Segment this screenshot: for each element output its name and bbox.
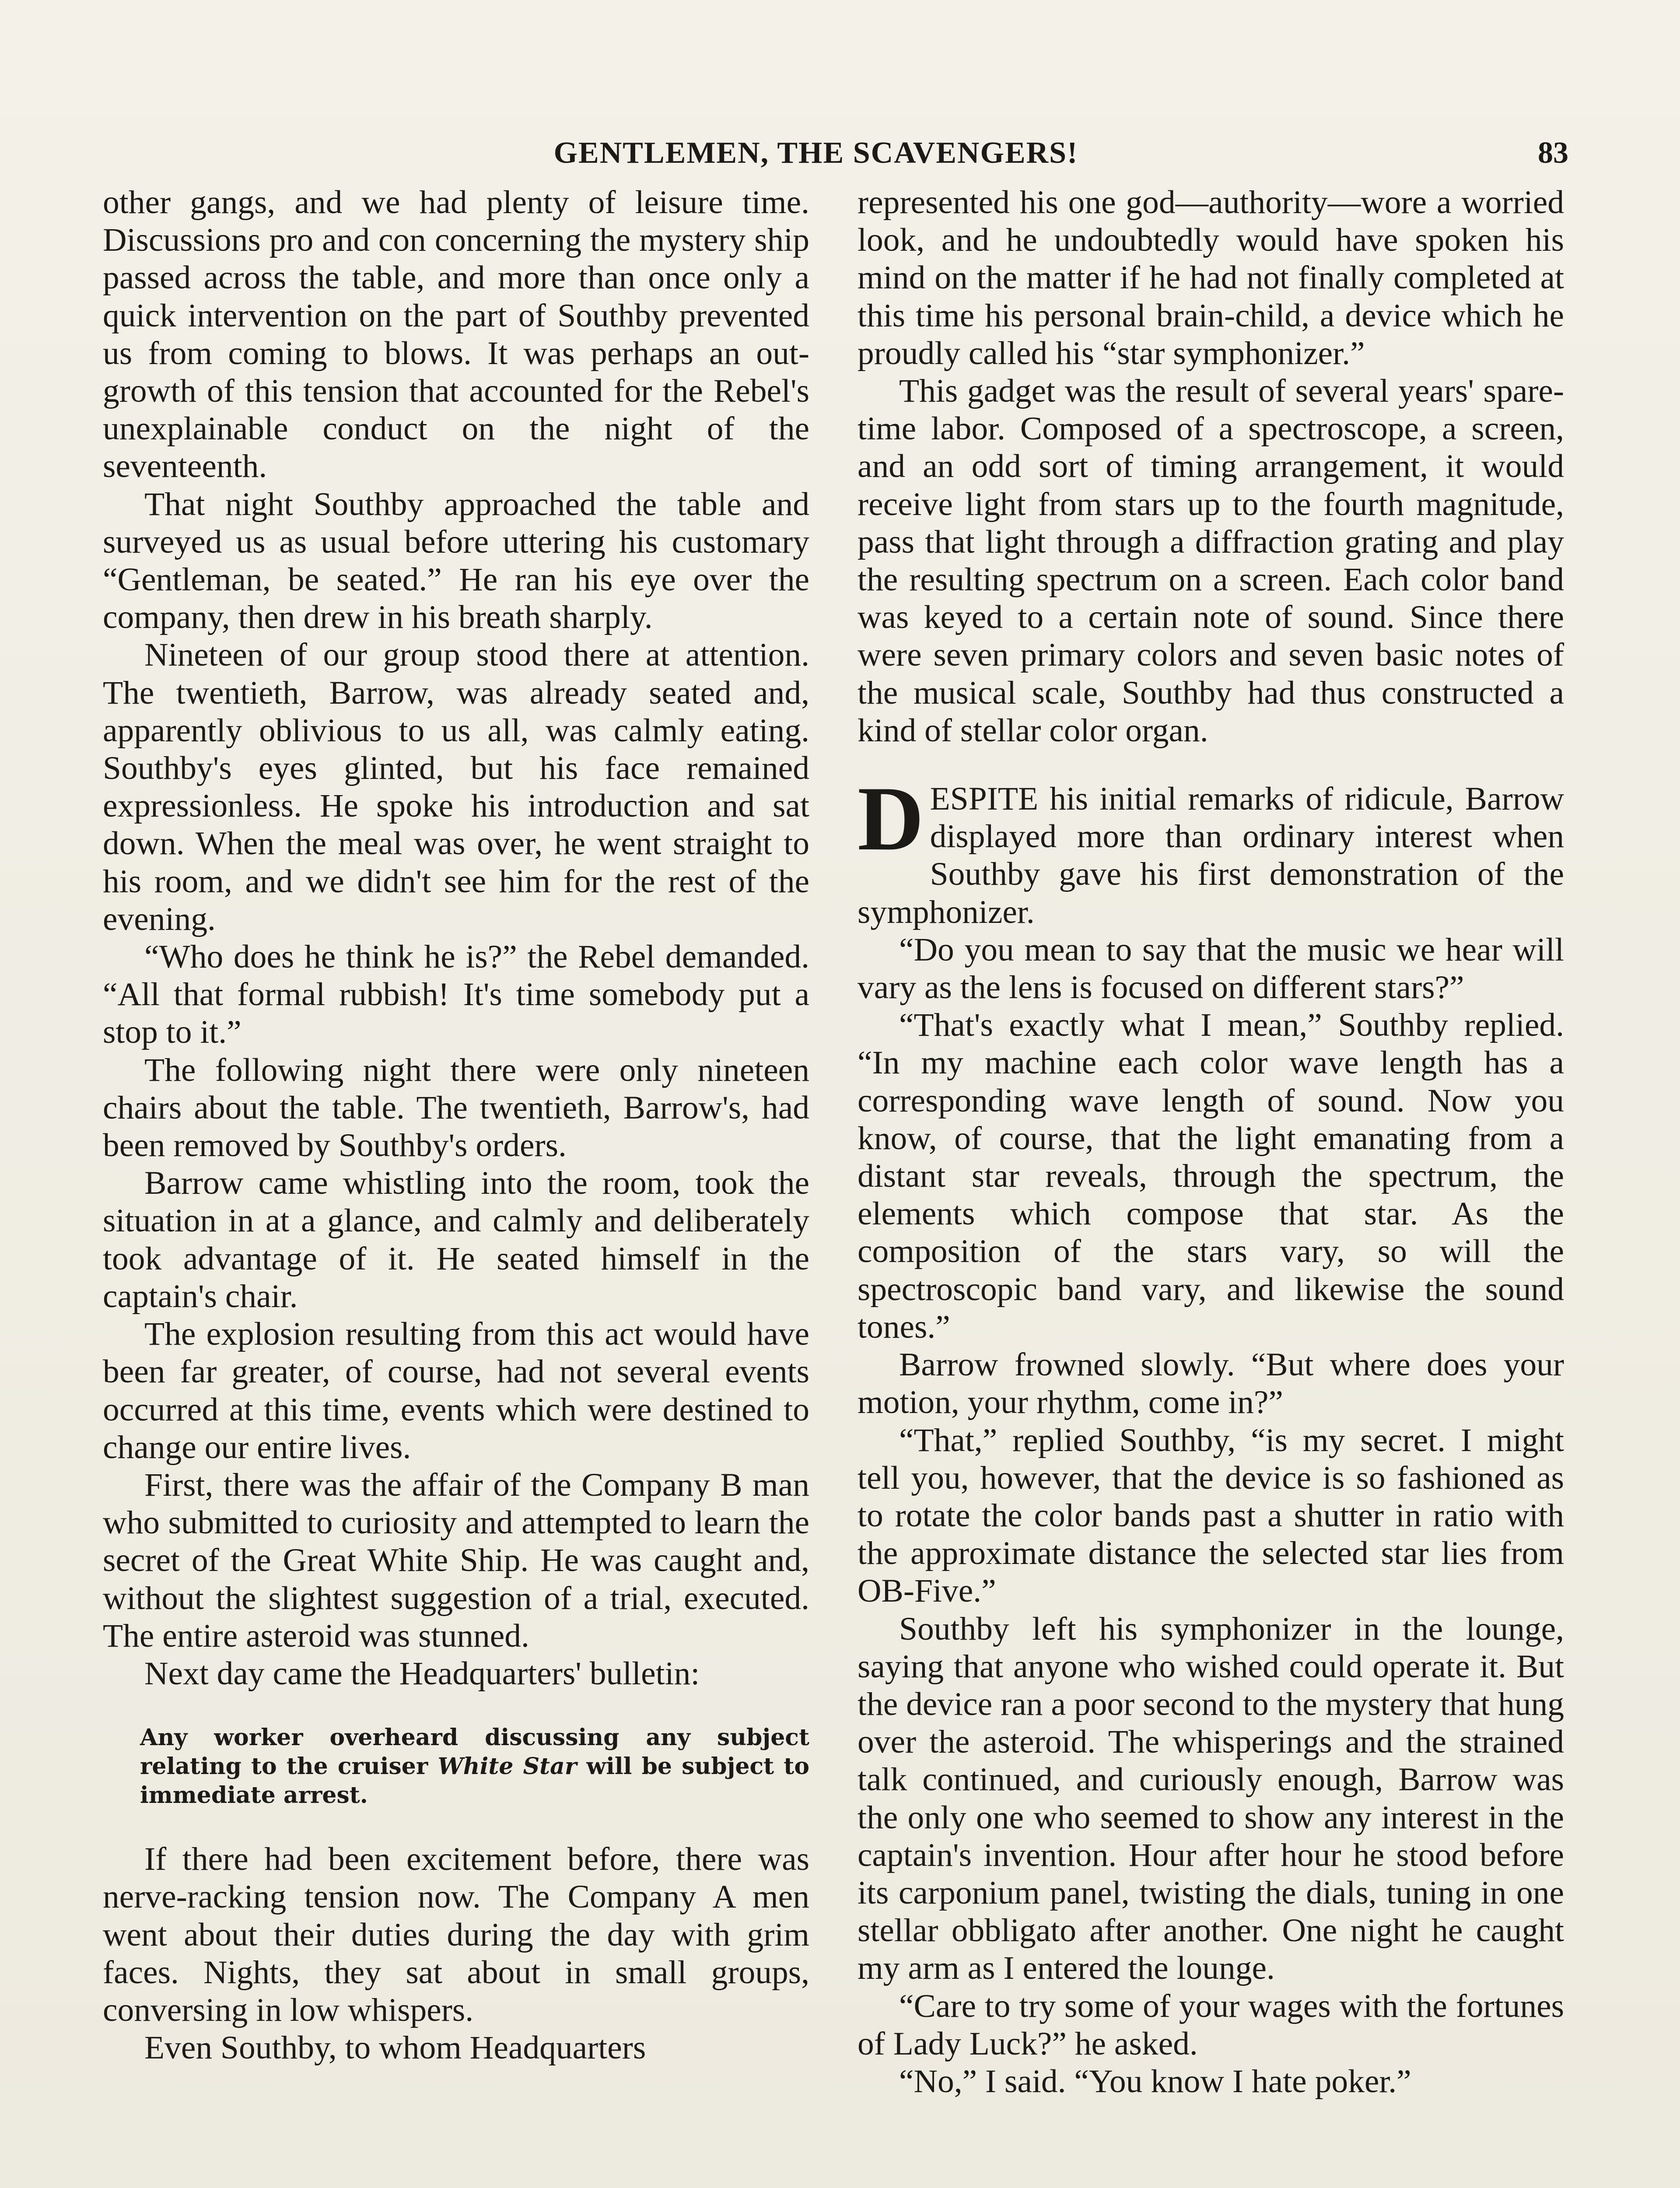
right-column	[858, 184, 1564, 2100]
bulletin-text-after: will be subject to immediate arrest.	[140, 1753, 809, 1809]
paragraph: “Do you mean to say that the music we hear will vary as the lens is focused on different stars?”	[858, 931, 1564, 1006]
paragraph: Barrow came whistling into the room, took the situation in at a glance, and calmly and deliberately took advantage of it. He seated himself in the captain's chair.	[103, 1165, 809, 1315]
paragraph: If there had been excitement before, there was nerve-racking tension now. The Company A men went about their duties during the day with grim faces. Nights, they sat about in small groups, conversing in low whispers.	[103, 1841, 809, 2028]
small-caps-word: ESPITE	[930, 781, 1039, 817]
paragraph: Southby left his symphonizer in the lounge, saying that anyone who wished could operate it. But the device ran a poor second to the mystery that hung over the asteroid. The whisperings and the strained talk continued, and curiously enough, Barrow was the only one who seemed to show any interest in the captain's invention. Hour after hour he stood before its carponium panel, twisting the dials, tuning in one stellar obbligato after another. One night he caught my arm as I entered the lounge.	[858, 1610, 1564, 1987]
paragraph: “That,” replied Southby, “is my secret. I might tell you, however, that the device is so fashioned as to rotate the color bands past a shutter in ratio with the approximate distance the selected star lies from OB-Five.”	[858, 1422, 1564, 1609]
dropcap-paragraph	[858, 768, 1564, 931]
section-break	[858, 750, 1564, 780]
left-column	[103, 184, 809, 2067]
bulletin-text-before: Any worker overheard discussing any subject relating to the cruiser	[140, 1724, 809, 1780]
paragraph: Even Southby, to whom Headquarters	[144, 2030, 646, 2066]
paragraph: That night Southby approached the table and surveyed us as usual before uttering his customary “Gentleman, be seated.” He ran his eye over the company, then drew in his breath sharply.	[103, 486, 809, 636]
paragraph: “Care to try some of your wages with the fortunes of Lady Luck?” he asked.	[858, 1988, 1564, 2062]
paragraph: First, there was the affair of the Company B man who submitted to curiosity and attempted to learn the secret of the Great White Ship. He was caught and, without the slightest suggestion of a trial, executed. The entire asteroid was stunned.	[103, 1466, 809, 1654]
running-head	[103, 133, 1568, 173]
paragraph: Nineteen of our group stood there at attention. The twentieth, Barrow, was already seated and, apparently oblivious to us all, was calmly eating. Southby's eyes glinted, but his face remained expressionless. He spoke his introduction and sat down. When the meal was over, he went straight to his room, and we didn't see him for the rest of the evening.	[103, 637, 809, 937]
paragraph-text: his initial remarks of ridicule, Barrow displayed more than ordinary interest when Southby gave his first demonstration of the symphonizer.	[858, 781, 1564, 930]
bulletin-ship-name: White Star	[438, 1753, 577, 1780]
paragraph: Next day came the Headquarters' bulletin:	[144, 1655, 700, 1692]
paragraph: “Who does he think he is?” the Rebel demanded. “All that formal rubbish! It's time somebody put a stop to it.”	[103, 939, 809, 1051]
drop-cap-letter: D	[858, 768, 924, 870]
paragraph: This gadget was the result of several years' spare-time labor. Composed of a spectroscope, a screen, and an odd sort of timing arrangement, it would receive light from stars up to the fourth magnitude, pass that light through a diffraction grating and play the resulting spectrum on a screen. Each color band was keyed to a certain note of sound. Since there were seven primary colors and seven basic notes of the musical scale, Southby had thus constructed a kind of stellar color organ.	[858, 373, 1564, 749]
paragraph: The following night there were only nineteen chairs about the table. The twentieth, Barrow's, had been removed by Southby's orders.	[103, 1052, 809, 1164]
page-number: 83	[1538, 136, 1568, 170]
story-title: GENTLEMEN, THE SCAVENGERS!	[553, 136, 1078, 170]
paragraph: “That's exactly what I mean,” Southby replied. “In my machine each color wave length has a corresponding wave length of sound. Now you know, of course, that the light emanating from a distant star reveals, through the spectrum, the elements which compose that star. As the composition of the stars vary, so will the spectroscopic band vary, and likewise the sound tones.”	[858, 1007, 1564, 1345]
paragraph: The explosion resulting from this act would have been far greater, of course, had not several events occurred at this time, events which were destined to change our entire lives.	[103, 1316, 809, 1466]
paragraph: Barrow frowned slowly. “But where does your motion, your rhythm, come in?”	[858, 1346, 1564, 1421]
paragraph: “No,” I said. “You know I hate poker.”	[899, 2063, 1411, 2100]
paragraph: other gangs, and we had plenty of leisure time. Discussions pro and con concerning the mystery ship passed across the table, and more than once only a quick intervention on the part of Southby prevented us from coming to blows. It was perhaps an outgrowth of this tension that accounted for the Rebel's unexplainable conduct on the night of the seventeenth.	[103, 184, 809, 485]
headquarters-bulletin	[103, 1723, 809, 1810]
paragraph: represented his one god—authority—wore a worried look, and he undoubtedly would have spoken his mind on the matter if he had not finally completed at this time his personal brain-child, a device which he proudly called his “star symphonizer.”	[858, 184, 1564, 372]
